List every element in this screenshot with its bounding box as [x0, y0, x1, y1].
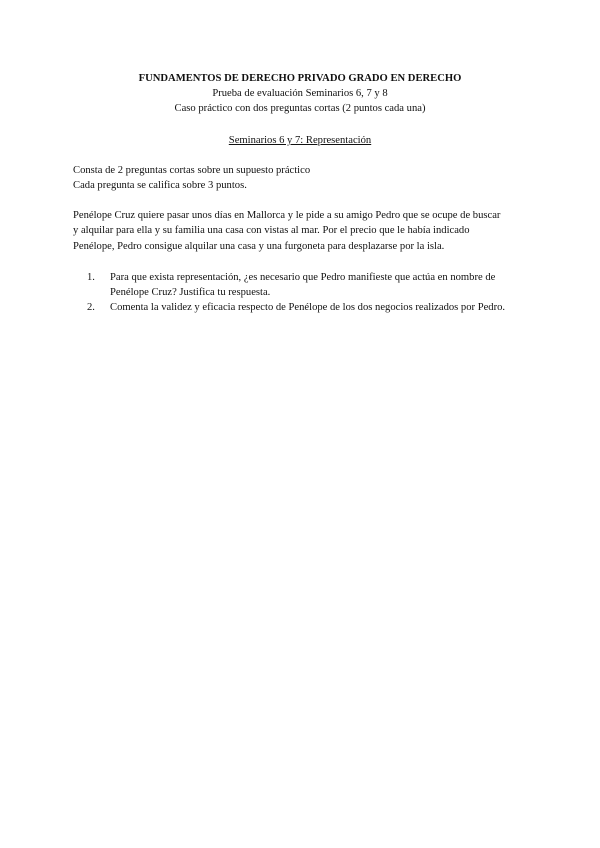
intro-line: Consta de 2 preguntas cortas sobre un supuesto práctico [73, 165, 311, 176]
question-text: Penélope Cruz? Justifica tu respuesta. [110, 287, 271, 299]
question-number: 1. [87, 272, 95, 283]
question-text: Comenta la validez y eficacia respecto de Penélope de los dos negocios realizados por Pedro. [110, 302, 506, 314]
document-title: FUNDAMENTOS DE DERECHO PRIVADO GRADO EN DERECHO [138, 73, 462, 84]
section-heading [0, 133, 600, 148]
case-line: y alquilar para ella y su familia una casa con vistas al mar. Por el precio que le había indicado [73, 225, 470, 237]
question-list [73, 270, 533, 316]
intro-paragraph [73, 163, 533, 193]
document-subtitle: Prueba de evaluación Seminarios 6, 7 y 8 [212, 88, 388, 99]
case-paragraph [73, 208, 533, 254]
case-line: Penélope, Pedro consigue alquilar una casa y una furgoneta para desplazarse por la isla. [73, 240, 445, 252]
section-title: Seminarios 6 y 7: Representación [228, 135, 372, 146]
question-number: 2. [87, 302, 95, 314]
question-item [73, 270, 533, 300]
document-description: Caso práctico con dos preguntas cortas (2 puntos cada una) [174, 103, 426, 114]
intro-line: Cada pregunta se califica sobre 3 puntos. [73, 180, 247, 191]
question-text: Para que exista representación, ¿es necesario que Pedro manifieste que actúa en nombre de [110, 272, 496, 283]
question-item [73, 300, 533, 315]
case-line: Penélope Cruz quiere pasar unos días en Mallorca y le pide a su amigo Pedro que se ocupe de buscar [73, 210, 501, 221]
document-header [0, 71, 600, 116]
